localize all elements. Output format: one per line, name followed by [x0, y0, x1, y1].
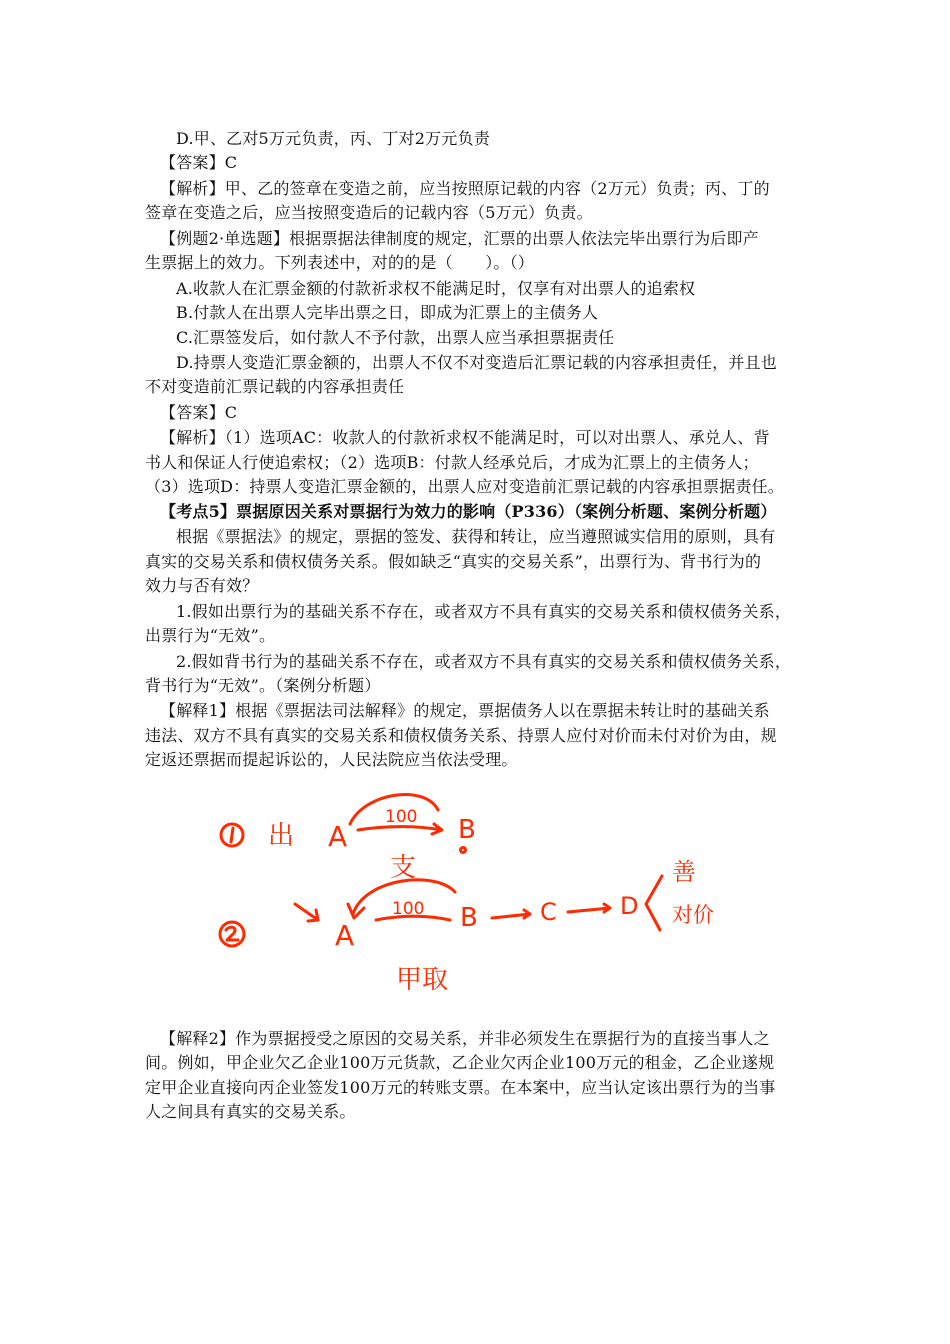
- row1-from-label: A: [328, 820, 348, 853]
- explanation-1-line: 定返还票据而提起诉讼的，人民法院应当依法受理。: [145, 750, 518, 769]
- analysis-line: 【解析】（1）选项AC：收款人的付款祈求权不能满足时，可以对出票人、承兑人、背: [160, 428, 770, 447]
- one-stroke: [231, 828, 233, 842]
- row1-underline-arrow: [358, 824, 442, 834]
- row2-from-label: A: [335, 919, 355, 952]
- option-a-line: A.收款人在汇票金额的付款祈求权不能满足时，仅享有对出票人的追索权: [176, 279, 696, 298]
- answer-line: 【答案】C: [160, 403, 238, 422]
- explanation-1-line: 【解释1】根据《票据法司法解释》的规定，票据债务人以在票据未转让时的基础关系: [160, 701, 770, 720]
- row1-to-label: B: [458, 815, 476, 845]
- branch-top-label: 善: [672, 858, 696, 886]
- row2-incoming-arrow: [295, 904, 318, 921]
- explanation-1-line: 违法、双方不具有真实的交易关系和债权债务关系、持票人应付对价而未付对价为由，规: [145, 726, 777, 745]
- explanation-2-line: 人之间具有真实的交易关系。: [145, 1102, 356, 1121]
- explanation-2-line: 定甲企业直接向丙企业签发100万元的转账支票。在本案中，应当认定该出票行为的当事: [145, 1078, 776, 1097]
- option-d-line: D.持票人变造汇票金额的，出票人不仅不对变造后汇票记载的内容承担责任，并且也: [176, 353, 777, 372]
- option-b-line: B.付款人在出票人完毕出票之日，即成为汇票上的主债务人: [176, 303, 599, 322]
- branch-bottom-label: 对价: [672, 903, 714, 927]
- paragraph-line: 根据《票据法》的规定，票据的签发、获得和转让，应当遵照诚实信用的原则，具有: [176, 527, 776, 546]
- row2-to-label: B: [460, 903, 478, 933]
- handwritten-diagram: [180, 780, 780, 1005]
- answer-line: 【答案】C: [160, 153, 238, 172]
- analysis-line: 签章在变造之后，应当按照变造后的记载内容（5万元）负责。: [145, 203, 593, 222]
- question-line: 【例题2·单选题】根据票据法律制度的规定，汇票的出票人依法完毕出票行为后即产: [160, 229, 759, 248]
- paragraph-line: 效力与否有效？: [145, 576, 259, 595]
- explanation-2-line: 【解释2】作为票据授受之原因的交易关系，并非必须发生在票据行为的直接当事人之: [160, 1029, 770, 1048]
- section-heading: 【考点5】票据原因关系对票据行为效力的影响（P336）（案例分析题、案例分析题）: [160, 502, 777, 521]
- row1-note-label: 支: [390, 853, 417, 883]
- two-stroke: [226, 927, 238, 940]
- row1-word-label: 出: [268, 821, 295, 851]
- option-c-line: C.汇票签发后，如付款人不予付款，出票人应当承担票据责任: [176, 328, 615, 347]
- row2-d-label: D: [620, 892, 639, 920]
- point-1-line: 出票行为“无效”。: [145, 626, 276, 645]
- paragraph-line: 真实的交易关系和债权债务关系。假如缺乏“真实的交易关系”，出票行为、背书行为的: [145, 552, 762, 571]
- row1-dot: [461, 848, 466, 853]
- row1-amount-label: 100: [385, 807, 418, 827]
- option-d-line: 不对变造前汇票记载的内容承担责任: [145, 377, 405, 396]
- option-d-line: D.甲、乙对5万元负责，丙、丁对2万元负责: [176, 129, 490, 148]
- explanation-2-line: 间。例如，甲企业欠乙企业100万元货款，乙企业欠丙企业100万元的租金，乙企业遂规: [145, 1053, 775, 1072]
- arrow-b-to-c: [492, 910, 530, 918]
- row2-c-label: C: [540, 898, 557, 926]
- point-2-line: 背书行为“无效”。（案例分析题）: [145, 676, 381, 695]
- branch-bracket: [646, 876, 662, 930]
- analysis-line: 【解析】甲、乙的签章在变造之前，应当按照原记载的内容（2万元）负责；丙、丁的: [160, 179, 770, 198]
- question-line: 生票据上的效力。下列表述中，对的的是（ ）。（）: [145, 253, 535, 272]
- arrow-c-to-d: [568, 904, 610, 912]
- point-2-line: 2.假如背书行为的基础关系不存在，或者双方不具有真实的交易关系和债权债务关系，: [176, 652, 792, 671]
- analysis-line: 书人和保证人行使追索权；（2）选项B：付款人经承兑后，才成为汇票上的主债务人；: [145, 453, 759, 472]
- row2-note-label: 甲取: [396, 965, 449, 995]
- row2-amount-label: 100: [392, 899, 425, 919]
- analysis-line: （3）选项D：持票人变造汇票金额的，出票人应对变造前汇票记载的内容承担票据责任。: [145, 477, 785, 496]
- point-1-line: 1.假如出票行为的基础关系不存在，或者双方不具有真实的交易关系和债权债务关系，: [176, 602, 792, 621]
